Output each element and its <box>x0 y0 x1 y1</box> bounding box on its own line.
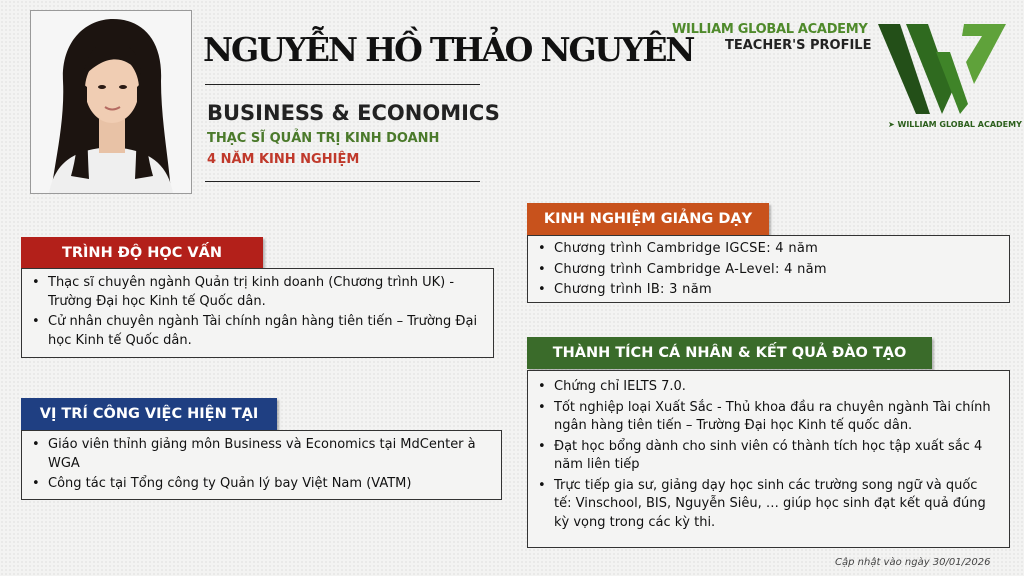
subject-title: BUSINESS & ECONOMICS <box>207 101 500 125</box>
position-item: • Giáo viên thỉnh giảng môn Business và Economics tại MdCenter à WGA <box>22 436 501 473</box>
logo-caption-text: WILLIAM GLOBAL ACADEMY <box>897 120 1022 129</box>
portrait-image <box>31 11 191 193</box>
teaching-box <box>527 235 1010 303</box>
academy-logo <box>878 22 1006 117</box>
education-item: • Cử nhân chuyên ngành Tài chính ngân hàng tiên tiến – Trường Đại học Kinh tế Quốc dân. <box>22 313 493 350</box>
teaching-item: • Chương trình Cambridge IGCSE: 4 năm <box>528 240 1009 259</box>
logo-arrow-icon: ➤ <box>888 120 895 129</box>
teaching-item: • Chương trình IB: 3 năm <box>528 281 1009 300</box>
teaching-item: • Chương trình Cambridge A-Level: 4 năm <box>528 261 1009 280</box>
achievement-item: • Tốt nghiệp loại Xuất Sắc - Thủ khoa đầu ra chuyên ngành Tài chính ngân hàng tiên tiến – Trường Đại học Kinh tế quốc dân. <box>528 399 997 436</box>
subject-divider <box>205 181 480 182</box>
education-item: • Thạc sĩ chuyên ngành Quản trị kinh doanh (Chương trình UK) - Trường Đại học Kinh tế Quốc dân. <box>22 274 493 311</box>
teaching-header: KINH NGHIỆM GIẢNG DẠY <box>527 203 769 235</box>
achievement-item: • Trực tiếp gia sư, giảng dạy học sinh các trường song ngữ và quốc tế: Vinschool, BIS, Nguyễn Siêu, … giúp học sinh đạt kết quả đúng kỳ vọng trong các kỳ thi. <box>528 477 997 533</box>
degree-text: THẠC SĨ QUẢN TRỊ KINH DOANH <box>207 131 440 146</box>
achievements-box <box>527 370 1010 548</box>
achievement-item: • Chứng chỉ IELTS 7.0. <box>528 378 997 397</box>
experience-text: 4 NĂM KINH NGHIỆM <box>207 152 360 167</box>
achievements-header: THÀNH TÍCH CÁ NHÂN & KẾT QUẢ ĐÀO TẠO <box>527 337 932 369</box>
position-header: VỊ TRÍ CÔNG VIỆC HIỆN TẠI <box>21 398 277 430</box>
update-date: Cập nhật vào ngày 30/01/2026 <box>835 557 991 568</box>
academy-name: WILLIAM GLOBAL ACADEMY <box>672 22 868 37</box>
achievement-item: • Đạt học bổng dành cho sinh viên có thành tích học tập xuất sắc 4 năm liên tiếp <box>528 438 997 475</box>
teacher-photo <box>30 10 192 194</box>
logo-caption <box>888 120 1022 129</box>
education-header: TRÌNH ĐỘ HỌC VẤN <box>21 237 263 269</box>
teacher-name: NGUYỄN HỒ THẢO NGUYÊN <box>203 30 694 69</box>
name-divider <box>205 84 480 85</box>
position-item: • Công tác tại Tổng công ty Quản lý bay Việt Nam (VATM) <box>22 475 501 494</box>
profile-label: TEACHER'S PROFILE <box>725 38 872 53</box>
position-box <box>21 430 502 500</box>
education-box <box>21 268 494 358</box>
